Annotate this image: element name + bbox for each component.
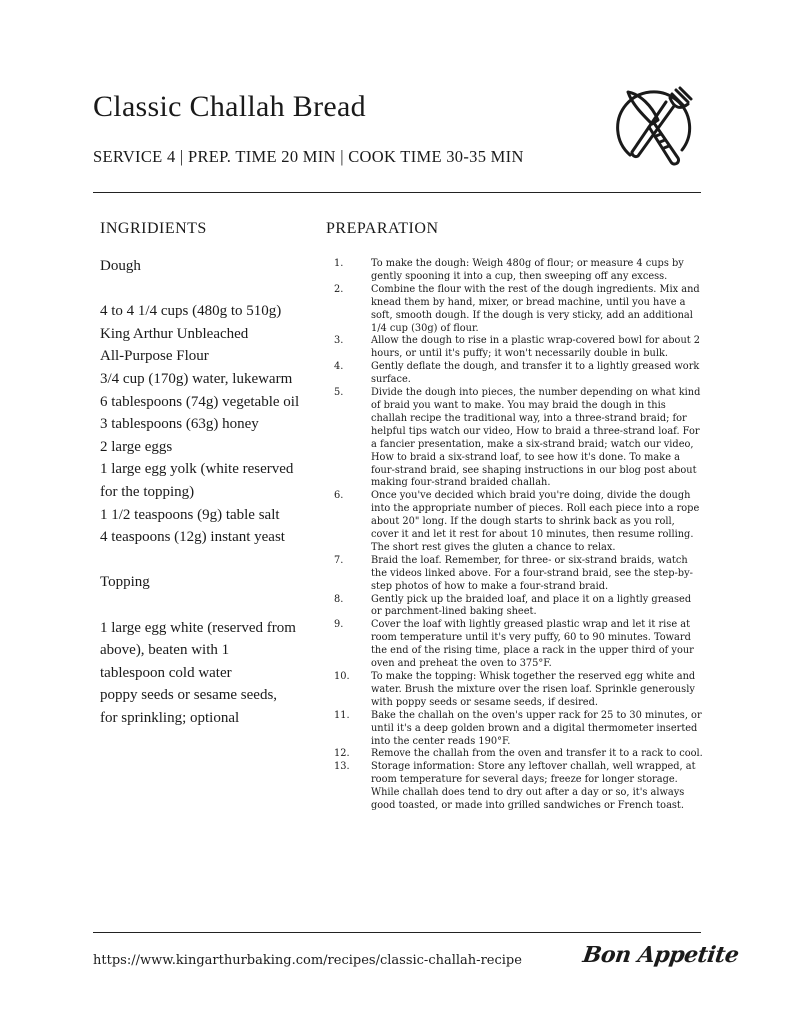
- preparation-step: [334, 710, 704, 749]
- page-title: Classic Challah Bread: [93, 90, 366, 123]
- ingredients-heading: INGRIDIENTS: [100, 220, 207, 237]
- step-number: 7.: [334, 554, 344, 566]
- ingredient-line: 6 tablespoons (74g) vegetable oil: [100, 393, 300, 410]
- preparation-step: [334, 361, 704, 387]
- step-number: 8.: [334, 593, 344, 605]
- ingredient-line: Dough: [100, 258, 141, 274]
- step-text: Cover the loaf with lightly greased plastic wrap and let it rise at room temperature until it's very puffy, 60 to 90 minutes. Toward the end of the rising time, place a rack in the upper third of your oven and preheat the oven to 375°F.: [371, 619, 694, 670]
- step-number: 2.: [334, 283, 344, 295]
- step-number: 4.: [334, 361, 344, 373]
- preparation-step: [334, 748, 704, 761]
- source-link[interactable]: https://www.kingarthurbaking.com/recipes/classic-challah-recipe: [93, 953, 522, 968]
- step-text: Allow the dough to rise in a plastic wrap-covered bowl for about 2 hours, or until it's puffy; it won't necessarily double in bulk.: [371, 335, 701, 360]
- preparation-step: [334, 619, 704, 671]
- preparation-step: [334, 258, 704, 284]
- step-text: To make the topping: Whisk together the reserved egg white and water. Brush the mixture over the risen loaf. Sprinkle generously with poppy seeds or sesame seeds, if desired.: [371, 671, 696, 708]
- preparation-step: [334, 335, 704, 361]
- step-text: Storage information: Store any leftover challah, well wrapped, at room temperature for several days; freeze for longer storage. While challah does tend to dry out after a day or so, it's always good toasted, or made into grilled sandwiches or French toast.: [371, 761, 696, 812]
- preparation-step: [334, 490, 704, 555]
- ingredient-line: for the topping): [100, 483, 195, 500]
- recipe-meta: SERVICE 4 | PREP. TIME 20 MIN | COOK TIME 30-35 MIN: [93, 147, 524, 166]
- ingredient-line: King Arthur Unbleached: [100, 325, 249, 342]
- step-number: 11.: [334, 709, 350, 721]
- preparation-steps: [334, 258, 704, 813]
- step-text: Divide the dough into pieces, the number depending on what kind of braid you want to make. You may braid the dough in this challah recipe the traditional way, into a three-strand braid; for helpful tips watch our video, How to braid a three-strand loaf. For a fancier presentation, make a six-strand braid; watch our video, How to braid a six-strand loaf, to see how it's done. To make a four-strand braid, see shaping instructions in our blog post about making four-strand braided challah.: [371, 387, 701, 489]
- ingredient-line: [100, 594, 299, 617]
- ingredient-line: tablespoon cold water: [100, 664, 232, 681]
- ingredient-line: 2 large eggs: [100, 438, 173, 455]
- ingredient-line: All-Purpose Flour: [100, 348, 209, 365]
- step-text: Gently pick up the braided loaf, and place it on a lightly greased or parchment-lined baking sheet.: [371, 593, 692, 618]
- step-text: Gently deflate the dough, and transfer it to a lightly greased work surface.: [371, 361, 700, 386]
- ingredient-line: 1 1/2 teaspoons (9g) table salt: [100, 506, 280, 523]
- step-number: 13.: [334, 761, 350, 773]
- step-text: To make the dough: Weigh 480g of flour; or measure 4 cups by gently spooning it into a cup, then sweeping off any excess.: [371, 258, 684, 282]
- ingredient-line: 4 to 4 1/4 cups (480g to 510g): [100, 303, 282, 320]
- ingredient-line: for sprinkling; optional: [100, 709, 240, 726]
- footer-divider: [93, 932, 701, 933]
- ingredient-line: 1 large egg yolk (white reserved: [100, 461, 294, 478]
- step-number: 10.: [334, 671, 350, 682]
- preparation-step: [334, 284, 704, 336]
- knife-fork-plate-icon: [608, 80, 698, 170]
- ingredient-line: 4 teaspoons (12g) instant yeast: [100, 529, 285, 546]
- ingredient-line: 3 tablespoons (63g) honey: [100, 416, 259, 433]
- step-text: Once you've decided which braid you're doing, divide the dough into the appropriate number of pieces. Roll each piece into a rope about 20" long. If the dough starts to shrink back as you roll, cover it and let it rest for about 10 minutes, then resume rolling. The short rest gives the gluten a chance to relax.: [371, 490, 700, 553]
- step-number: 3.: [334, 335, 344, 347]
- step-number: 9.: [334, 619, 344, 631]
- ingredient-line: Topping: [100, 574, 150, 591]
- ingredients-list: [100, 255, 299, 729]
- step-text: Braid the loaf. Remember, for three- or six-strand braids, watch the videos linked above. For a four-strand braid, see the step-by-step photos of how to make a four-strand braid.: [371, 554, 693, 592]
- preparation-step: [334, 387, 704, 490]
- ingredient-line: poppy seeds or sesame seeds,: [100, 687, 278, 704]
- step-text: Combine the flour with the rest of the dough ingredients. Mix and knead them by hand, mixer, or bread machine, until you have a soft, smooth dough. If the dough is very sticky, add an additional 1/4 cup (30g) of flour.: [371, 283, 700, 334]
- preparation-step: [334, 555, 704, 594]
- step-number: 1.: [334, 258, 344, 269]
- ingredient-line: 1 large egg white (reserved from: [100, 619, 296, 636]
- ingredient-line: above), beaten with 1: [100, 642, 230, 659]
- preparation-step: [334, 761, 704, 813]
- step-number: 5.: [334, 387, 344, 399]
- preparation-heading: PREPARATION: [326, 220, 439, 237]
- ingredient-line: [100, 549, 299, 572]
- preparation-step: [334, 594, 704, 620]
- step-number: 12.: [334, 748, 350, 760]
- preparation-step: [334, 671, 704, 710]
- signature: Bon Appetite: [581, 942, 741, 968]
- step-text: Remove the challah from the oven and transfer it to a rack to cool.: [371, 748, 703, 760]
- header-divider: [93, 192, 701, 193]
- step-number: 6.: [334, 490, 344, 502]
- step-text: Bake the challah on the oven's upper rack for 25 to 30 minutes, or until it's a deep golden brown and a digital thermometer inserted into the center reads 190°F.: [371, 709, 702, 747]
- ingredient-line: 3/4 cup (170g) water, lukewarm: [100, 370, 293, 387]
- ingredient-line: [100, 278, 299, 301]
